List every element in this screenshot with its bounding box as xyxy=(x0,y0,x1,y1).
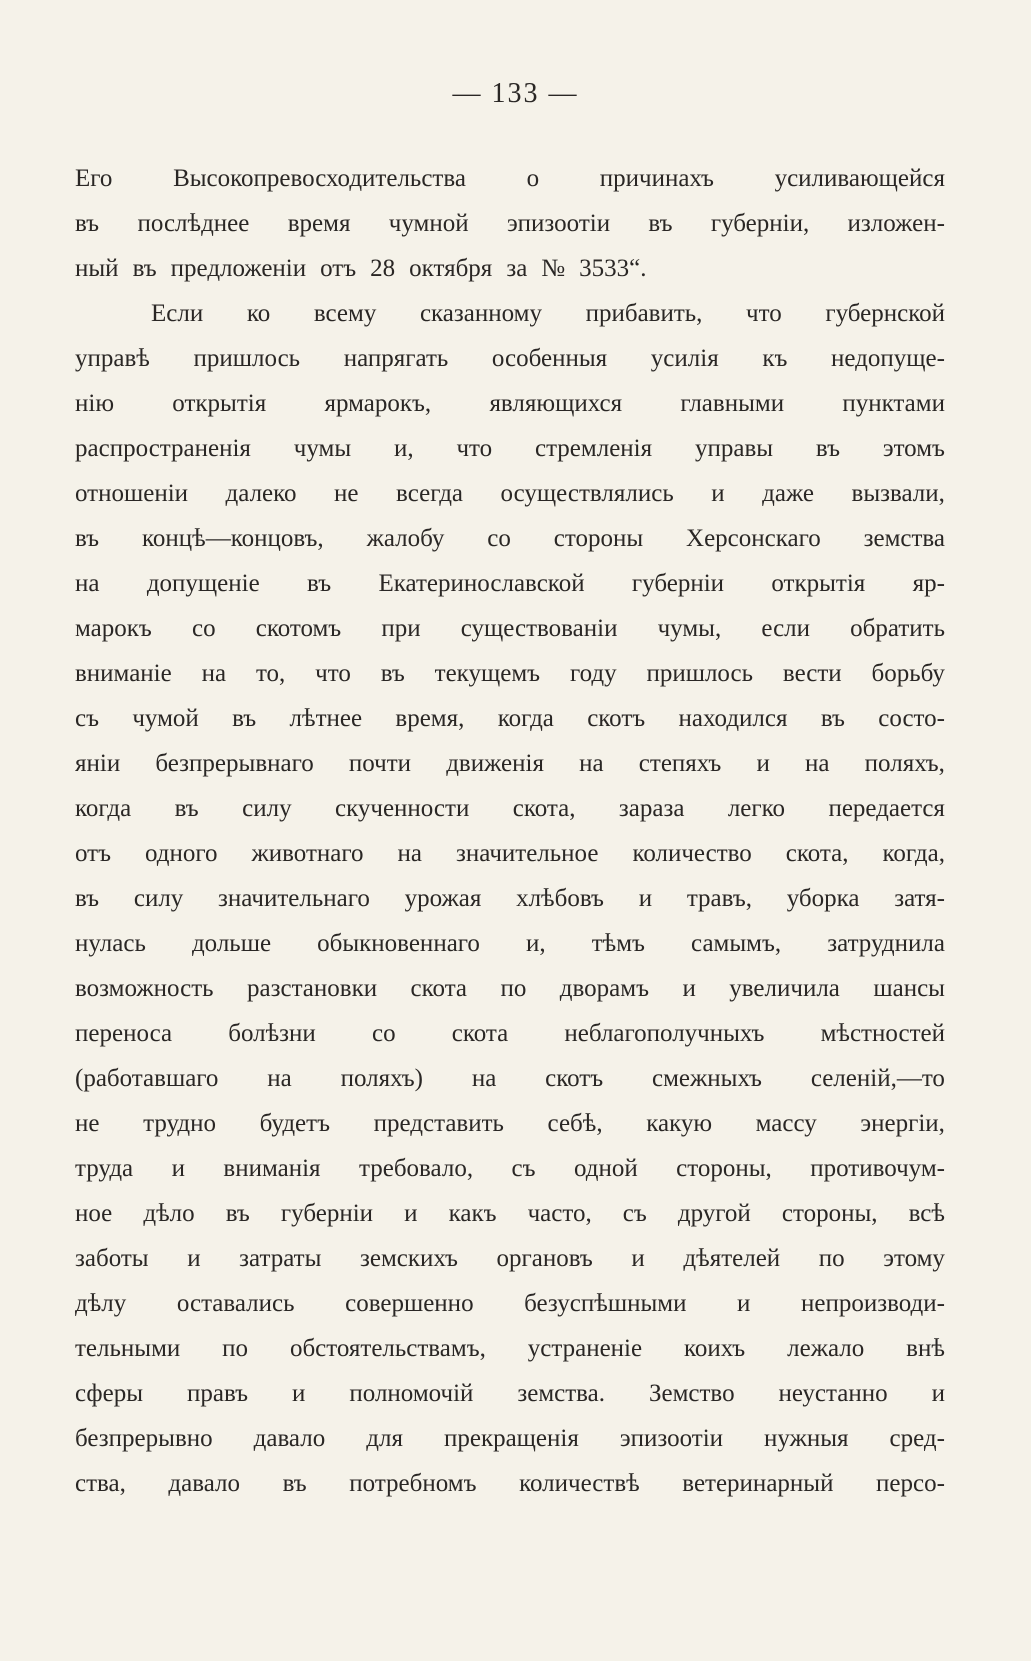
word: силу xyxy=(242,795,292,822)
word: оставались xyxy=(176,1290,295,1317)
word: поляхъ) xyxy=(340,1065,423,1092)
word: по xyxy=(818,1245,845,1272)
word: ветеринарный xyxy=(682,1470,834,1497)
page-number: — 133 — xyxy=(452,78,579,109)
word: въ xyxy=(225,1200,250,1227)
text-line xyxy=(75,336,945,381)
text-line xyxy=(75,516,945,561)
text-line xyxy=(75,876,945,921)
word: скота xyxy=(451,1020,509,1047)
word: возможность xyxy=(75,975,214,1002)
word: земства. xyxy=(517,1380,605,1407)
word: отношеніи xyxy=(75,480,189,507)
word: коихъ xyxy=(684,1335,746,1362)
word: не xyxy=(334,480,359,507)
word: чумной xyxy=(388,210,469,237)
text-line xyxy=(75,786,945,831)
word: и xyxy=(171,1155,185,1182)
word: вызвали, xyxy=(851,480,945,507)
word: въ xyxy=(815,435,840,462)
word: количество xyxy=(632,840,752,867)
text-line xyxy=(75,696,945,741)
word: Земство xyxy=(648,1380,735,1407)
word: распространенія xyxy=(75,435,251,462)
word: полномочій xyxy=(349,1380,474,1407)
text-line xyxy=(75,201,945,246)
word: увеличила xyxy=(729,975,840,1002)
word: и, xyxy=(393,435,414,462)
word: скученности xyxy=(334,795,470,822)
word: дѣлу xyxy=(75,1290,127,1317)
word: на xyxy=(397,840,422,867)
text-line xyxy=(75,1461,945,1506)
word: время, xyxy=(395,705,465,732)
word: причинахъ xyxy=(599,165,714,192)
word: отъ xyxy=(75,840,112,867)
word: въ xyxy=(820,705,845,732)
word: сказанному xyxy=(419,300,542,327)
word: скота, xyxy=(785,840,849,867)
word: и xyxy=(737,1290,751,1317)
word: и xyxy=(711,480,725,507)
word: затраты xyxy=(239,1245,322,1272)
word: и xyxy=(931,1380,945,1407)
word: и xyxy=(187,1245,201,1272)
word: неблагополучныхъ xyxy=(564,1020,765,1047)
text-line xyxy=(75,1416,945,1461)
word: и xyxy=(756,750,770,777)
word: за xyxy=(506,255,528,282)
word: одного xyxy=(145,840,218,867)
text-line xyxy=(75,1281,945,1326)
word: давало xyxy=(168,1470,241,1497)
word: то, xyxy=(255,660,286,687)
word: и xyxy=(404,1200,418,1227)
word: представить xyxy=(373,1110,504,1137)
word: какъ xyxy=(448,1200,497,1227)
word: стороны, xyxy=(676,1155,772,1182)
word: ства, xyxy=(75,1470,126,1497)
word: травъ, xyxy=(686,885,752,912)
word: ный xyxy=(75,255,119,282)
text-line xyxy=(75,471,945,516)
word: губерніи xyxy=(280,1200,374,1227)
text-line xyxy=(75,1371,945,1416)
word: послѣднее xyxy=(137,210,250,237)
word: самымъ, xyxy=(691,930,782,957)
word: октября xyxy=(409,255,493,282)
word: прекращенія xyxy=(443,1425,579,1452)
word: открытія xyxy=(172,390,267,417)
word: № xyxy=(541,255,566,282)
word: Если xyxy=(151,300,204,327)
word: урожая xyxy=(404,885,482,912)
word: эпизоотіи xyxy=(506,210,611,237)
text-line xyxy=(75,381,945,426)
word: стремленія xyxy=(534,435,653,462)
word: нужныя xyxy=(764,1425,849,1452)
word: въ xyxy=(282,1470,307,1497)
word: Его xyxy=(75,165,113,192)
text-line xyxy=(75,741,945,786)
word: дѣятелей xyxy=(683,1245,781,1272)
word: массу xyxy=(755,1110,817,1137)
word: пришлось xyxy=(193,345,301,372)
word: въ xyxy=(75,885,100,912)
word: зараза xyxy=(618,795,685,822)
word: скотъ xyxy=(545,1065,604,1092)
word: разстановки xyxy=(247,975,378,1002)
word: какую xyxy=(646,1110,713,1137)
word: всему xyxy=(313,300,377,327)
word: являющихся xyxy=(489,390,623,417)
word: силу xyxy=(133,885,184,912)
word: ко xyxy=(246,300,271,327)
word: на xyxy=(805,750,830,777)
word: 3533“. xyxy=(579,255,647,282)
word: скотъ xyxy=(587,705,646,732)
word: при xyxy=(381,615,421,642)
word: время xyxy=(287,210,351,237)
word: въ xyxy=(75,210,100,237)
word: одной xyxy=(573,1155,638,1182)
word: чумы, xyxy=(657,615,722,642)
word: борьбу xyxy=(871,660,945,687)
text-line xyxy=(75,291,945,336)
word: году xyxy=(569,660,617,687)
word: со xyxy=(371,1020,396,1047)
text-line xyxy=(75,561,945,606)
text-line xyxy=(75,426,945,471)
word: пунктами xyxy=(842,390,945,417)
word: труда xyxy=(75,1155,134,1182)
word: лежало xyxy=(787,1335,865,1362)
word: яр- xyxy=(912,570,945,597)
text-line xyxy=(75,1326,945,1371)
word: чумой xyxy=(132,705,199,732)
word: даже xyxy=(762,480,815,507)
word: на xyxy=(75,570,100,597)
word: скота, xyxy=(512,795,576,822)
word: на xyxy=(267,1065,292,1092)
word: что xyxy=(456,435,493,462)
word: когда xyxy=(497,705,554,732)
word: въ xyxy=(648,210,673,237)
word: лѣтнее xyxy=(289,705,363,732)
word: шансы xyxy=(873,975,945,1002)
text-line xyxy=(75,606,945,651)
word: съ xyxy=(622,1200,647,1227)
word: тѣмъ xyxy=(591,930,645,957)
word: когда xyxy=(75,795,132,822)
text-line xyxy=(75,1146,945,1191)
word: устраненіе xyxy=(527,1335,643,1362)
word: степяхъ xyxy=(638,750,722,777)
text-line xyxy=(75,1101,945,1146)
word: (работавшаго xyxy=(75,1065,219,1092)
word: яніи xyxy=(75,750,121,777)
text-line xyxy=(75,921,945,966)
word: требовало, xyxy=(359,1155,474,1182)
word: въ xyxy=(174,795,199,822)
word: губернской xyxy=(825,300,945,327)
word: находился xyxy=(678,705,788,732)
word: давало xyxy=(253,1425,326,1452)
word: недопуще- xyxy=(831,345,945,372)
word: губерніи, xyxy=(710,210,810,237)
text-line xyxy=(75,966,945,1011)
word: болѣзни xyxy=(228,1020,316,1047)
word: этому xyxy=(883,1245,945,1272)
word: марокъ xyxy=(75,615,152,642)
word: въ xyxy=(75,525,100,552)
word: дворамъ xyxy=(559,975,649,1002)
text-line xyxy=(75,1011,945,1056)
word: передается xyxy=(828,795,945,822)
word: губерніи xyxy=(631,570,725,597)
word: дольше xyxy=(191,930,272,957)
word: о xyxy=(526,165,540,192)
word: Высокопревосходительства xyxy=(173,165,466,192)
word: усилія xyxy=(650,345,719,372)
word: этомъ xyxy=(882,435,945,462)
word: стороны xyxy=(553,525,644,552)
word: вниманіе xyxy=(75,660,172,687)
word: земскихъ xyxy=(360,1245,458,1272)
word: безпрерывнаго xyxy=(155,750,314,777)
word: почти xyxy=(348,750,412,777)
word: въ xyxy=(307,570,332,597)
word: допущеніе xyxy=(146,570,260,597)
word: что xyxy=(746,300,782,327)
word: предложеніи xyxy=(170,255,307,282)
word: текущемъ xyxy=(434,660,541,687)
word: трудно xyxy=(143,1110,217,1137)
word: изложен- xyxy=(847,210,945,237)
word: и xyxy=(682,975,696,1002)
text-line xyxy=(75,1236,945,1281)
text-line xyxy=(75,651,945,696)
word: легко xyxy=(727,795,786,822)
word: дѣло xyxy=(143,1200,195,1227)
word: затя- xyxy=(894,885,945,912)
word: переноса xyxy=(75,1020,173,1047)
word: противочум- xyxy=(810,1155,945,1182)
word: по xyxy=(500,975,527,1002)
word: всегда xyxy=(396,480,464,507)
word: на xyxy=(471,1065,497,1092)
word: если xyxy=(761,615,811,642)
word: затруднила xyxy=(827,930,945,957)
word: себѣ, xyxy=(547,1110,603,1137)
text-line xyxy=(75,1056,945,1101)
word: вниманія xyxy=(223,1155,321,1182)
word: заботы xyxy=(75,1245,149,1272)
word: и xyxy=(292,1380,306,1407)
word: органовъ xyxy=(496,1245,593,1272)
word: жалобу xyxy=(366,525,445,552)
word: 28 xyxy=(370,255,396,282)
word: отъ xyxy=(320,255,357,282)
word: правъ xyxy=(186,1380,249,1407)
word: скотомъ xyxy=(255,615,342,642)
word: безпрерывно xyxy=(75,1425,213,1452)
word: хлѣбовъ xyxy=(516,885,604,912)
word: животнаго xyxy=(251,840,364,867)
word: пришлось xyxy=(646,660,754,687)
word: всѣ xyxy=(908,1200,945,1227)
word: не xyxy=(75,1110,100,1137)
word: далеко xyxy=(225,480,297,507)
word: количествѣ xyxy=(519,1470,640,1497)
word: Екатеринославской xyxy=(378,570,585,597)
word: главными xyxy=(680,390,785,417)
word: къ xyxy=(762,345,788,372)
word: эпизоотіи xyxy=(619,1425,724,1452)
word: состо- xyxy=(878,705,945,732)
word: значительнаго xyxy=(218,885,370,912)
word: въ xyxy=(380,660,405,687)
body-text xyxy=(75,156,945,1506)
word: на xyxy=(579,750,604,777)
word: внѣ xyxy=(906,1335,945,1362)
text-line xyxy=(75,156,945,201)
word: движенія xyxy=(446,750,544,777)
text-line xyxy=(75,246,945,291)
word: потребномъ xyxy=(349,1470,477,1497)
word: по xyxy=(222,1335,249,1362)
word: со xyxy=(191,615,216,642)
word: смежныхъ xyxy=(652,1065,762,1092)
word: ярмарокъ, xyxy=(324,390,432,417)
word: другой xyxy=(677,1200,751,1227)
word: и xyxy=(631,1245,645,1272)
word: сред- xyxy=(889,1425,945,1452)
word: особенныя xyxy=(491,345,608,372)
word: будетъ xyxy=(259,1110,331,1137)
word: вести xyxy=(782,660,842,687)
word: что xyxy=(315,660,351,687)
word: уборка xyxy=(786,885,860,912)
word: Херсонскаго xyxy=(686,525,821,552)
word: земства xyxy=(863,525,945,552)
word: скота xyxy=(410,975,468,1002)
word: въ xyxy=(232,705,257,732)
word: со xyxy=(487,525,511,552)
word: управы xyxy=(694,435,774,462)
word: въ xyxy=(132,255,157,282)
word: неустанно xyxy=(778,1380,888,1407)
word: на xyxy=(201,660,227,687)
text-line xyxy=(75,831,945,876)
text-line xyxy=(75,1191,945,1236)
word: усиливающейся xyxy=(774,165,945,192)
word: чумы xyxy=(293,435,352,462)
word: значительное xyxy=(455,840,599,867)
word: обратить xyxy=(850,615,945,642)
word: прибавить, xyxy=(585,300,703,327)
word: открытія xyxy=(771,570,866,597)
word: нію xyxy=(75,390,115,417)
word: часто, xyxy=(527,1200,592,1227)
word: мѣстностей xyxy=(820,1020,945,1047)
word: для xyxy=(366,1425,403,1452)
word: ное xyxy=(75,1200,113,1227)
word: совершенно xyxy=(345,1290,474,1317)
word: напрягать xyxy=(343,345,449,372)
word: съ xyxy=(75,705,100,732)
word: существованіи xyxy=(460,615,618,642)
word: безуспѣшными xyxy=(524,1290,687,1317)
word: поляхъ, xyxy=(864,750,945,777)
word: съ xyxy=(511,1155,536,1182)
word: когда, xyxy=(882,840,945,867)
word: концѣ—концовъ, xyxy=(141,525,324,552)
word: обстоятельствамъ, xyxy=(289,1335,486,1362)
word: энергіи, xyxy=(860,1110,945,1137)
word: стороны, xyxy=(781,1200,878,1227)
word: нулась xyxy=(75,930,146,957)
word: обыкновеннаго xyxy=(317,930,480,957)
word: сферы xyxy=(75,1380,143,1407)
word: и xyxy=(638,885,653,912)
word: и, xyxy=(526,930,546,957)
word: тельными xyxy=(75,1335,181,1362)
word: управѣ xyxy=(75,345,150,372)
word: осуществлялись xyxy=(500,480,674,507)
word: селеній,—то xyxy=(810,1065,945,1092)
word: непроизводи- xyxy=(800,1290,945,1317)
word: персо- xyxy=(876,1470,945,1497)
